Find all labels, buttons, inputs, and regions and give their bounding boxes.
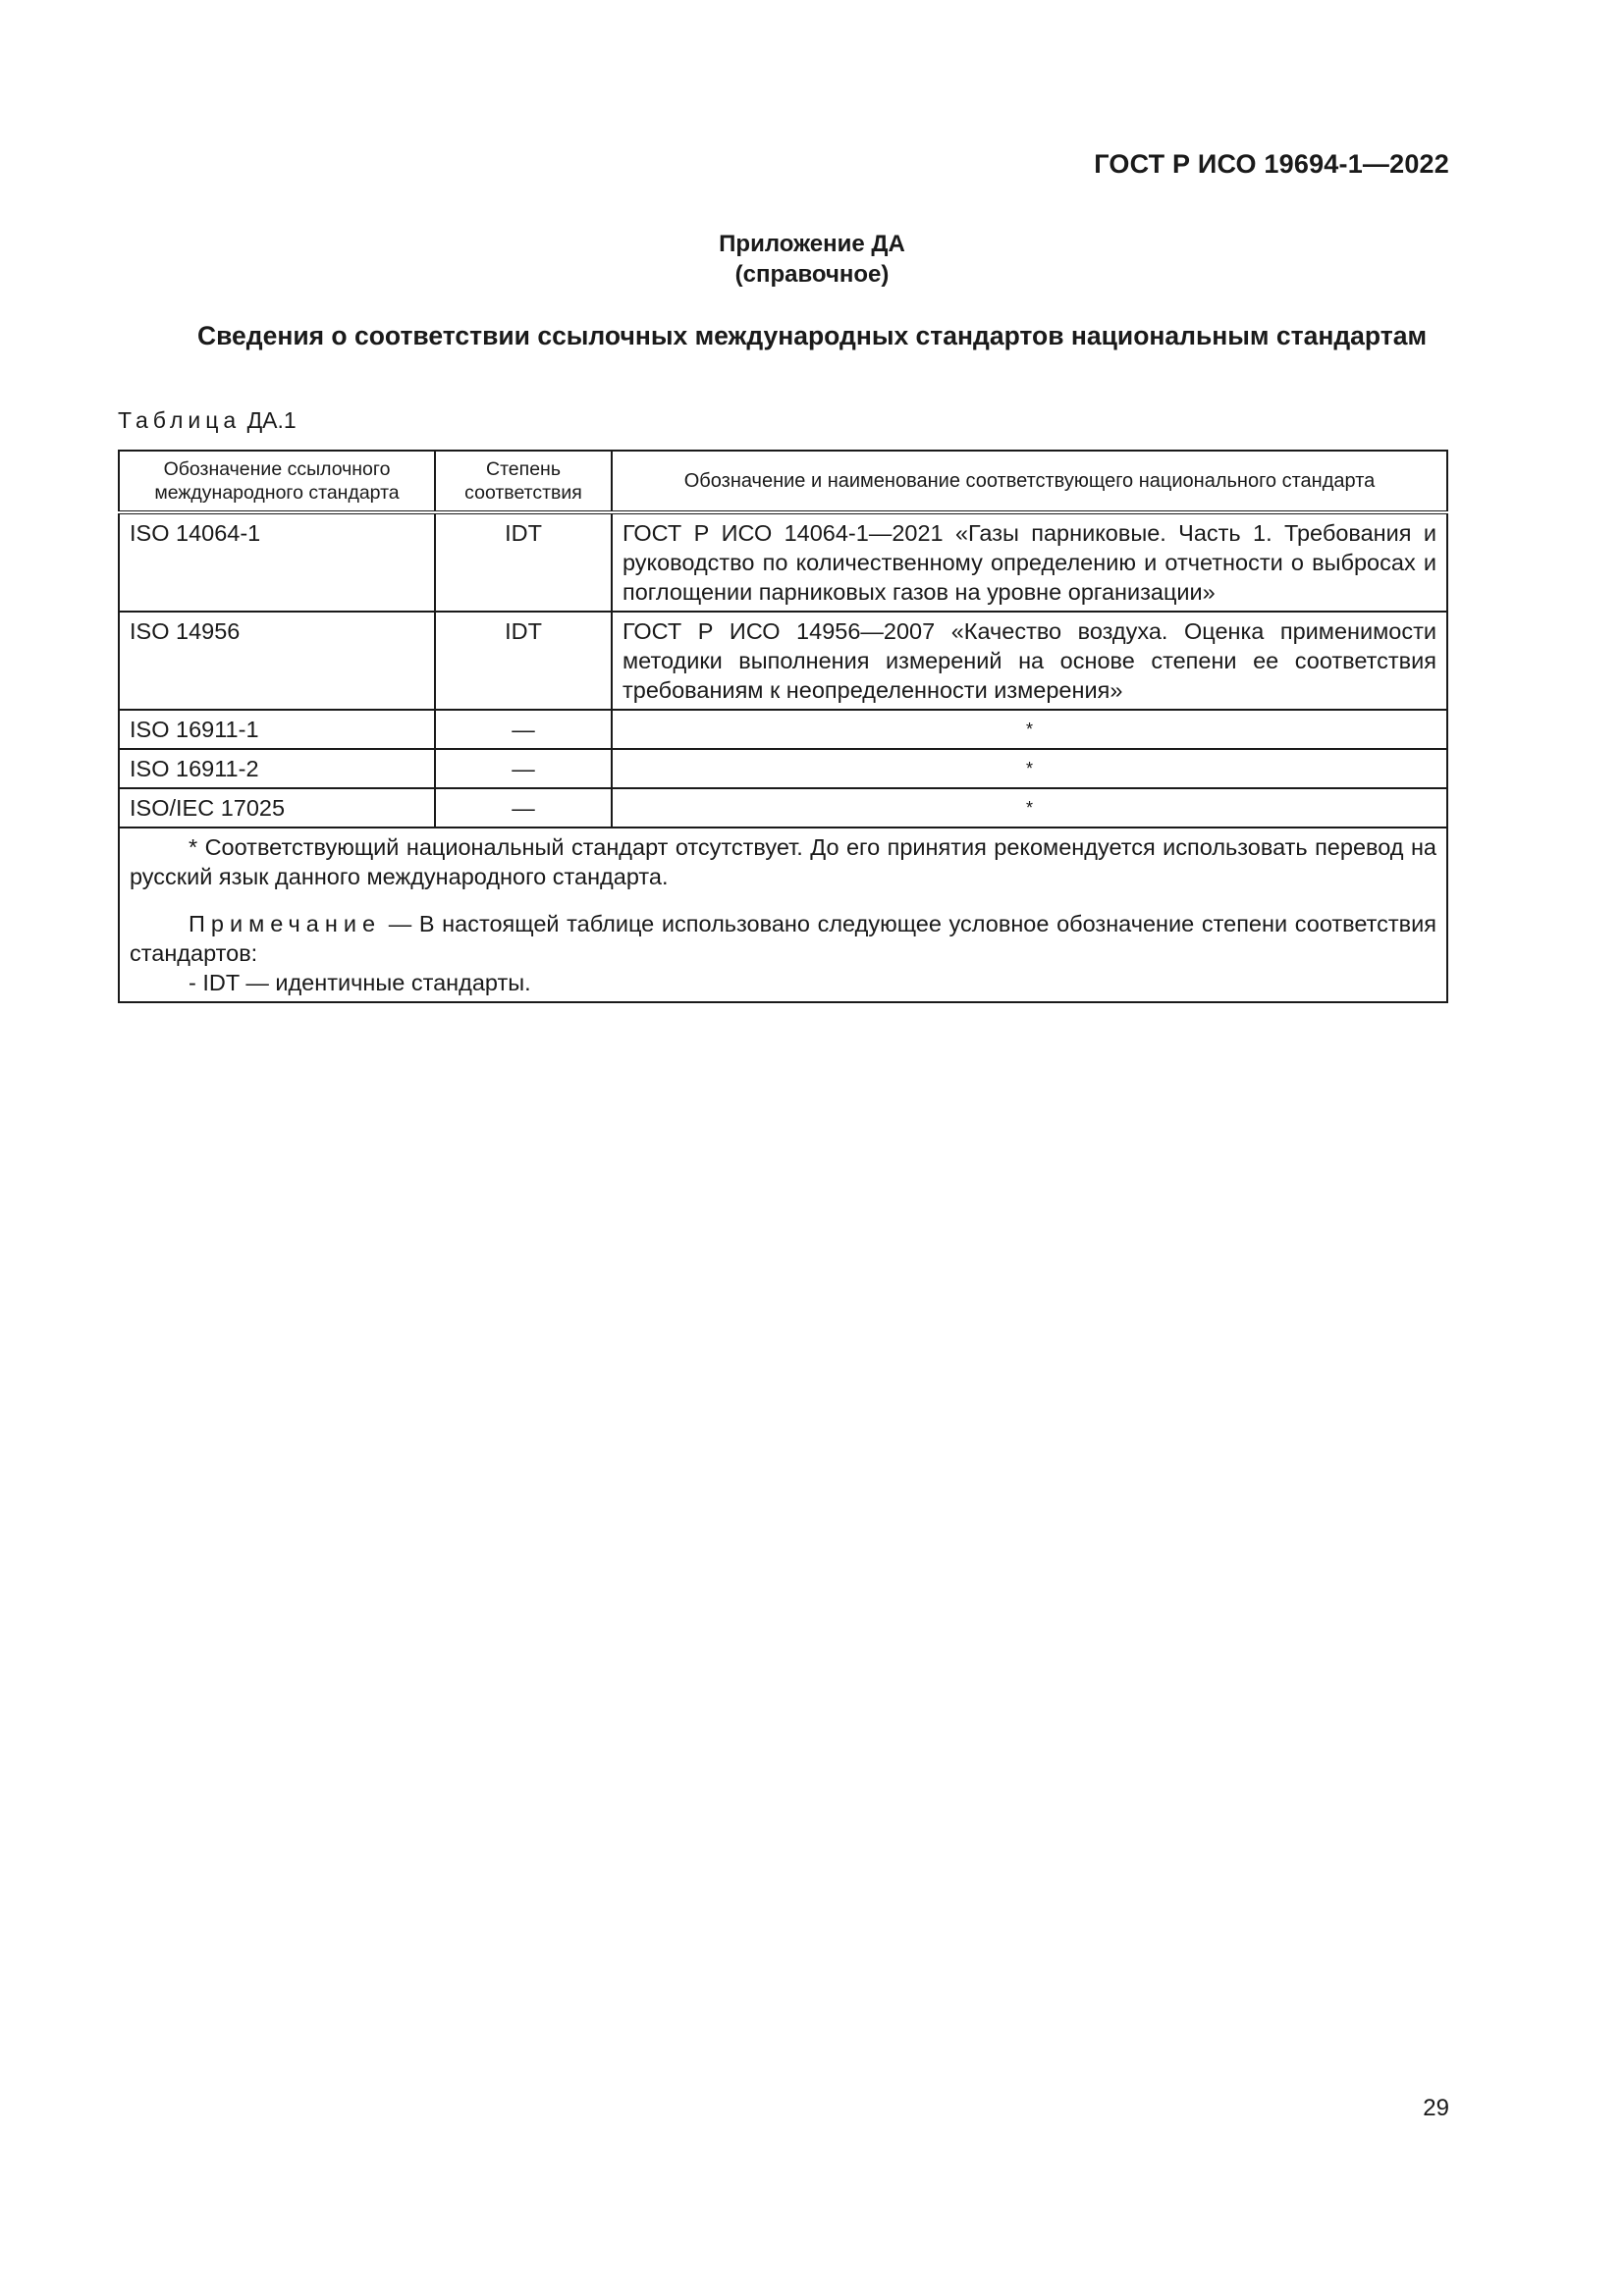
section-heading: Сведения о соответствии ссылочных международных стандартов национальным стандартам	[196, 321, 1428, 350]
table-row	[119, 710, 1447, 749]
cell-degree: IDT	[435, 512, 612, 612]
page-number: 29	[1423, 2095, 1449, 2121]
cell-national: *	[612, 788, 1447, 828]
cell-intl: ISO 14956	[119, 612, 435, 710]
table-caption-id: ДА.1	[246, 407, 297, 433]
table-row	[119, 612, 1447, 710]
note-label: Примечание	[189, 911, 382, 936]
correspondence-table	[118, 450, 1448, 1003]
header-intl-standard: Обозначение ссылочного международного стандарта	[119, 451, 435, 512]
note-item: - IDT — идентичные стандарты.	[189, 970, 531, 995]
table-row	[119, 788, 1447, 828]
annex-title: Приложение ДА	[719, 231, 905, 257]
cell-national: *	[612, 710, 1447, 749]
cell-national: ГОСТ Р ИСО 14064-1—2021 «Газы парниковые. Часть 1. Требования и руководство по количественному определению и отчетности о выбросах и поглощении парниковых газов на уровне организации»	[612, 512, 1447, 612]
table-row	[119, 512, 1447, 612]
note-text: — В настоящей таблице использовано следующее условное обозначение степени соответствия стандартов:	[130, 911, 1437, 966]
header-national-standard: Обозначение и наименование соответствующего национального стандарта	[612, 451, 1447, 512]
cell-intl: ISO 14064-1	[119, 512, 435, 612]
cell-degree: —	[435, 710, 612, 749]
cell-intl: ISO 16911-2	[119, 749, 435, 788]
cell-intl: ISO/IEC 17025	[119, 788, 435, 828]
table-header-row	[119, 451, 1447, 512]
table-row	[119, 749, 1447, 788]
document-code: ГОСТ Р ИСО 19694-1—2022	[1094, 149, 1449, 179]
header-degree: Степень соответствия	[435, 451, 612, 512]
table-caption-word: Таблица	[118, 407, 242, 433]
cell-intl: ISO 16911-1	[119, 710, 435, 749]
cell-degree: —	[435, 788, 612, 828]
annex-title-block	[0, 229, 1624, 290]
footnote-text: * Соответствующий национальный стандарт отсутствует. До его принятия рекомендуется использовать перевод на русский язык данного международного стандарта.	[130, 834, 1436, 889]
cell-national: ГОСТ Р ИСО 14956—2007 «Качество воздуха. Оценка применимости методики выполнения измерений на основе степени ее соответствия требованиям к неопределенности измерения»	[612, 612, 1447, 710]
table-footnote-cell	[119, 828, 1447, 1002]
table-footnote-row	[119, 828, 1447, 1002]
table-caption	[118, 407, 297, 434]
cell-degree: IDT	[435, 612, 612, 710]
annex-subtitle: (справочное)	[734, 261, 890, 288]
cell-degree: —	[435, 749, 612, 788]
cell-national: *	[612, 749, 1447, 788]
note-paragraph	[130, 909, 1436, 968]
